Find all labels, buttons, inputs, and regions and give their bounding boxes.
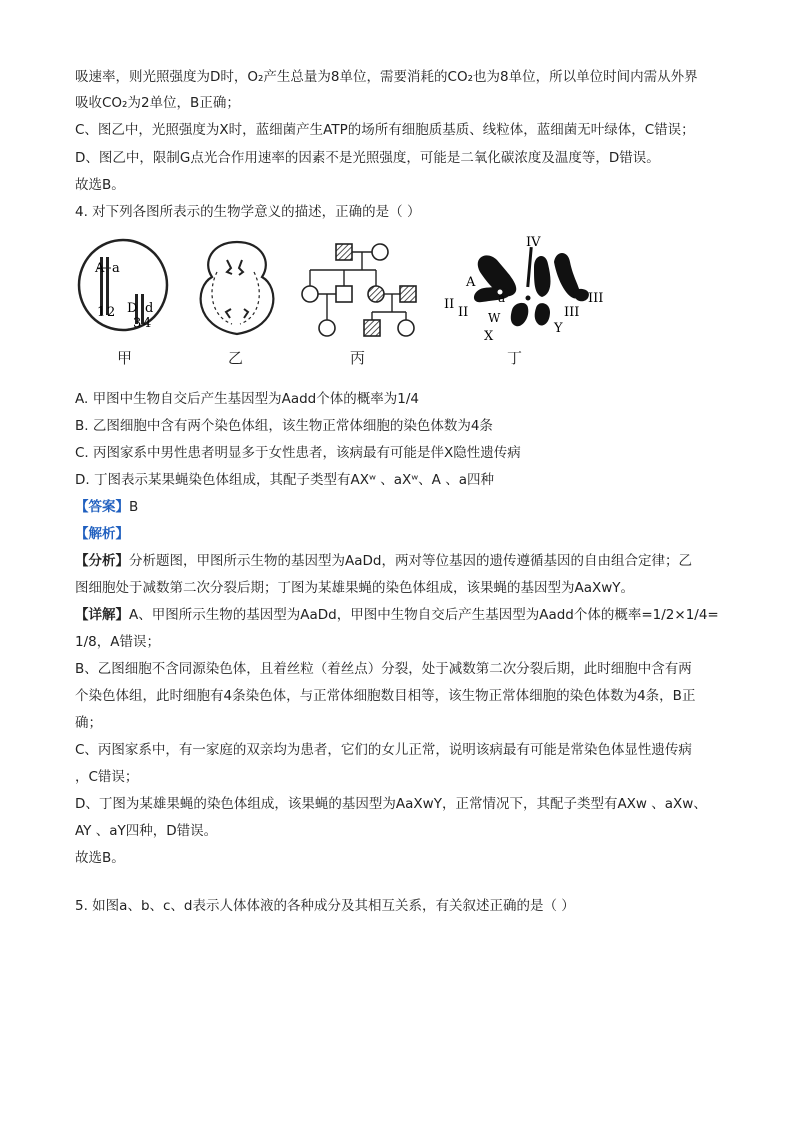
figure-caption: 丙	[350, 349, 366, 367]
analysis-line: 图细胞处于减数第二次分裂后期；丁图为某雄果蝇的染色体组成，该果蝇的基因型为AaXwY。	[75, 580, 635, 596]
detail-line: C、丙图家系中，有一家庭的双亲均为患者，它们的女儿正常，说明该病最有可能是常染色体显性遗传病	[75, 742, 692, 758]
figure-jia	[75, 232, 175, 346]
text-line: D、图乙中，限制G点光合作用速率的因素不是光照强度，可能是二氧化碳浓度及温度等，D错误。	[75, 150, 660, 166]
analysis-heading: 【解析】	[75, 526, 129, 542]
gene-label: D	[127, 301, 138, 316]
option-d: D. 丁图表示某果蝇染色体组成，其配子类型有AXʷ 、aXʷ、A 、a四种	[75, 472, 494, 488]
figure-yi	[192, 232, 282, 346]
chromosome-number: 3	[133, 316, 142, 331]
answer-line: 【答案】B	[75, 499, 139, 515]
chromosome-label: W	[488, 311, 501, 325]
option-a: A. 甲图中生物自交后产生基因型为Aadd个体的概率为1/4	[75, 391, 419, 407]
text-line: 故选B。	[75, 177, 125, 193]
gene-label: A	[95, 261, 105, 276]
figure-caption: 丁	[507, 349, 523, 367]
gene-label: A	[466, 275, 476, 290]
analysis-line: 【分析】分析题图，甲图所示生物的基因型为AaDd，两对等位基因的遗传遵循基因的自由组合定律；乙	[75, 553, 692, 569]
chromosome-label: X	[484, 329, 494, 344]
detail-line: 故选B。	[75, 850, 125, 866]
option-c: C. 丙图家系中男性患者明显多于女性患者，该病最有可能是伴X隐性遗传病	[75, 445, 521, 461]
option-b: B. 乙图细胞中含有两个染色体组，该生物正常体细胞的染色体数为4条	[75, 418, 493, 434]
figure-bing	[298, 232, 428, 346]
chromosome-number: 4	[143, 316, 152, 331]
chromosome-label: IV	[526, 235, 541, 250]
gene-label: a	[498, 291, 506, 305]
figure-row	[70, 232, 630, 382]
next-question-stem: 5. 如图a、b、c、d表示人体体液的各种成分及其相互关系，有关叙述正确的是（ ）	[75, 898, 575, 914]
text-line: C、图乙中，光照强度为X时，蓝细菌产生ATP的场所有细胞质基质、线粒体，蓝细菌无叶绿体，C错误；	[75, 122, 695, 138]
text-line: 吸收CO₂为2单位，B正确；	[75, 95, 240, 111]
figure-ding	[442, 232, 612, 351]
question-stem: 4. 对下列各图所表示的生物学意义的描述，正确的是（ ）	[75, 204, 421, 220]
gene-label: d	[145, 301, 154, 316]
detail-line: 1/8，A错误；	[75, 634, 160, 650]
detail-line: AY 、aY四种，D错误。	[75, 823, 218, 839]
detail-line: B、乙图细胞不含同源染色体，且着丝粒（着丝点）分裂，处于减数第二次分裂后期，此时细胞中含有两	[75, 661, 692, 677]
detail-line: D、丁图为某雄果蝇的染色体组成，该果蝇的基因型为AaXwY，正常情况下，其配子类型有AXw 、aXw、	[75, 796, 707, 812]
text-line: 吸速率，则光照强度为D时，O₂产生总量为8单位，需要消耗的CO₂也为8单位，所以单位时间内需从外界	[75, 69, 698, 85]
detail-line: 个染色体组，此时细胞有4条染色体，与正常体细胞数目相等，该生物正常体细胞的染色体数为4条，B正	[75, 688, 696, 704]
figure-caption: 乙	[228, 349, 244, 367]
chromosome-label: III	[588, 291, 604, 306]
detail-line: 确；	[75, 715, 102, 731]
detail-line: 【详解】A、甲图所示生物的基因型为AaDd，甲图中生物自交后产生基因型为Aadd个体的概率=1/2×1/4=	[75, 607, 719, 623]
chromosome-label: III	[564, 305, 580, 320]
figure-caption: 甲	[117, 349, 133, 367]
gene-label: a	[112, 261, 120, 276]
chromosome-number: 1	[97, 305, 106, 320]
chromosome-label: II	[444, 297, 455, 312]
chromosome-label: Y	[554, 321, 563, 336]
detail-line: ，C错误；	[75, 769, 139, 785]
chromosome-label: II	[458, 305, 469, 320]
chromosome-number: 2	[107, 305, 116, 320]
